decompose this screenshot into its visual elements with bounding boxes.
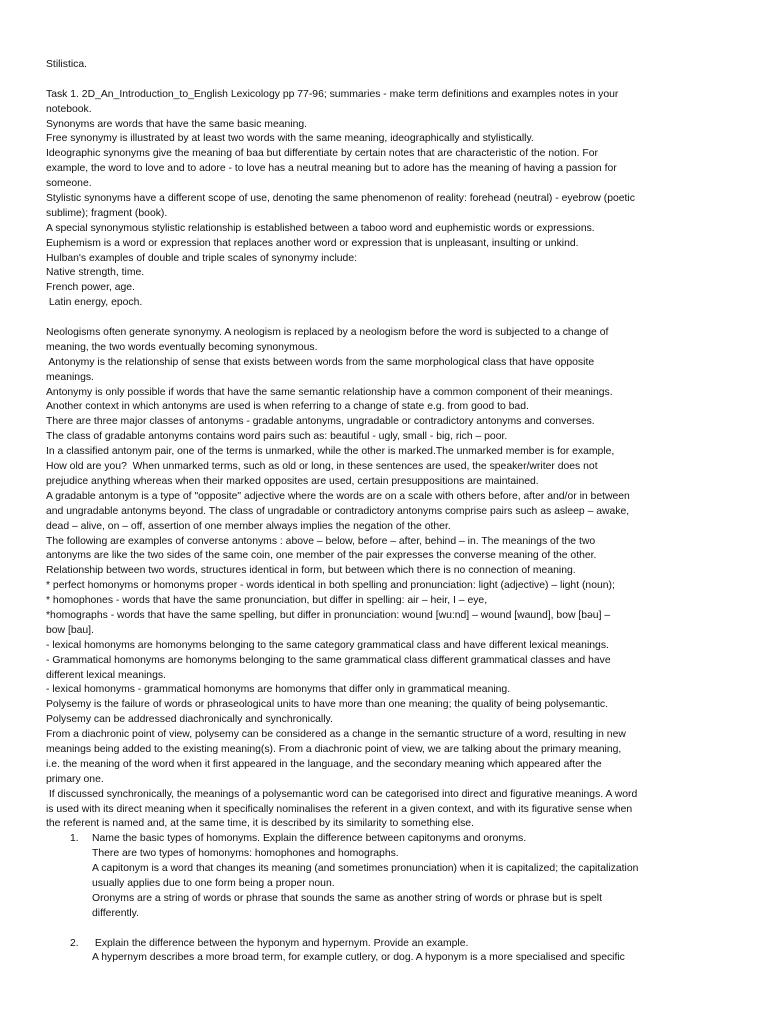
spacer	[46, 73, 718, 88]
text-line: Latin energy, epoch.	[46, 297, 143, 309]
text-line: If discussed synchronically, the meanings of a polysemantic word can be categorised into direct and figurative meanings. A word	[46, 788, 638, 800]
text-line: is used with its direct meaning when it specifically nominalises the referent in a given context, and with its figurative sense when	[46, 803, 633, 815]
text-line: Euphemism is a word or expression that replaces another word or expression that is unpleasant, insulting or unkind.	[46, 237, 579, 249]
question-2	[46, 937, 718, 967]
text-line: Antonymy is only possible if words that have the same semantic relationship have a common component of their meanings.	[46, 386, 613, 398]
question-number: 2.	[70, 937, 79, 949]
text-line: * homophones - words that have the same pronunciation, but differ in spelling: air – heir, I – eye,	[46, 595, 488, 607]
text-line: Neologisms often generate synonymy. A neologism is replaced by a neologism before the word is subjected to a change of	[46, 327, 609, 339]
text-line: antonyms are like the two sides of the same coin, one member of the pair expresses the converse meaning of the other.	[46, 550, 597, 562]
answer-line: There are two types of homonyms: homophones and homographs.	[92, 848, 399, 860]
text-line: meanings.	[46, 371, 94, 383]
answer-line: Oronyms are a string of words or phrase that sounds the same as another string of words or phrase but is spelt	[92, 892, 602, 904]
answer-line: A hypernym describes a more broad term, for example cutlery, or dog. A hyponym is a more specialised and specific	[92, 952, 625, 964]
text-line: A special synonymous stylistic relationship is established between a taboo word and euphemistic words or expressions.	[46, 222, 595, 234]
main-section	[46, 326, 718, 832]
text-line: Antonymy is the relationship of sense that exists between words from the same morphological class that have opposite	[46, 356, 595, 368]
text-line: i.e. the meaning of the word when it first appeared in the language, and the secondary meaning which appeared after the	[46, 758, 602, 770]
text-line: - lexical homonyms - grammatical homonyms are homonyms that differ only in grammatical meaning.	[46, 684, 511, 696]
answer-line: usually applies due to one form being a proper noun.	[92, 877, 335, 889]
question-1	[46, 832, 718, 921]
document-body	[46, 58, 718, 966]
text-line: Task 1. 2D_An_Introduction_to_English Lexicology pp 77-96; summaries - make term definitions and examples notes in your	[46, 88, 619, 100]
text-line: meanings being added to the existing meaning(s). From a diachronic point of view, we are talking about the primary meaning,	[46, 743, 622, 755]
text-line: A gradable antonym is a type of "opposite" adjective where the words are on a scale with others before, after and/or in between	[46, 490, 630, 502]
text-line: bow [bau].	[46, 624, 94, 636]
text-line: - Grammatical homonyms are homonyms belonging to the same grammatical class different grammatical classes and have	[46, 654, 611, 666]
text-line: Free synonymy is illustrated by at least two words with the same meaning, ideographically and stylistically.	[46, 133, 534, 145]
text-line: The class of gradable antonyms contains word pairs such as: beautiful - ugly, small - big, rich – poor.	[46, 431, 508, 443]
text-line: notebook.	[46, 103, 92, 115]
text-line: - lexical homonyms are homonyms belonging to the same category grammatical class and have different lexical meanings.	[46, 639, 609, 651]
spacer	[46, 311, 718, 326]
text-line: Synonyms are words that have the same basic meaning.	[46, 118, 308, 130]
text-line: meaning, the two words eventually becoming synonymous.	[46, 341, 318, 353]
text-line: There are three major classes of antonyms - gradable antonyms, ungradable or contradictory antonyms and converses.	[46, 416, 595, 428]
task-section	[46, 88, 718, 311]
text-line: example, the word to love and to adore - to love has a neutral meaning but to adore has the meaning of having a passion for	[46, 163, 617, 175]
text-line: Native strength, time.	[46, 267, 145, 279]
text-line: * perfect homonyms or homonyms proper - words identical in both spelling and pronunciation: light (adjective) – light (noun);	[46, 580, 615, 592]
text-line: prejudice anything whereas when their marked opposites are used, certain presuppositions are maintained.	[46, 475, 539, 487]
spacer	[46, 922, 718, 937]
text-line: different lexical meanings.	[46, 669, 166, 681]
text-line: the referent is named and, at the same time, it is described by its similarity to something else.	[46, 818, 474, 830]
question-number: 1.	[70, 833, 79, 845]
text-line: primary one.	[46, 773, 104, 785]
text-line: someone.	[46, 178, 92, 190]
text-line: Stylistic synonyms have a different scope of use, denoting the same phenomenon of reality: forehead (neutral) - eyebrow (poetic	[46, 193, 635, 205]
text-line: How old are you? When unmarked terms, such as old or long, in these sentences are used, the speaker/writer does not	[46, 461, 598, 473]
text-line: Polysemy can be addressed diachronically and synchronically.	[46, 714, 333, 726]
answer-line: A capitonym is a word that changes its meaning (and sometimes pronunciation) when it is capitalized; the capitalization	[92, 863, 639, 875]
answer-line: differently.	[92, 907, 139, 919]
text-line: From a diachronic point of view, polysemy can be considered as a change in the semantic structure of a word, resulting in new	[46, 729, 626, 741]
text-line: sublime); fragment (book).	[46, 207, 168, 219]
text-line: and ungradable antonyms beyond. The class of ungradable or contradictory antonyms comprise pairs such as asleep – awake,	[46, 505, 630, 517]
document-title: Stilistica.	[46, 59, 87, 70]
text-line: Hulban's examples of double and triple scales of synonymy include:	[46, 252, 357, 264]
question-text: Name the basic types of homonyms. Explain the difference between capitonyms and oronyms.	[92, 833, 527, 845]
text-line: Polysemy is the failure of words or phraseological units to have more than one meaning; the quality of being polysemantic.	[46, 699, 608, 711]
text-line: Another context in which antonyms are used is when referring to a change of state e.g. from good to bad.	[46, 401, 529, 413]
text-line: In a classified antonym pair, one of the terms is unmarked, while the other is marked.The unmarked member is for example,	[46, 446, 615, 458]
text-line: dead – alive, on – off, assertion of one member always implies the negation of the other.	[46, 520, 451, 532]
text-line: Ideographic synonyms give the meaning of baa but differentiate by certain notes that are characteristic of the notion. For	[46, 148, 598, 160]
question-text: Explain the difference between the hyponym and hypernym. Provide an example.	[92, 937, 469, 949]
text-line: *homographs - words that have the same spelling, but differ in pronunciation: wound [wu:nd] – wound [waund], bow [bǝu] –	[46, 609, 611, 621]
text-line: French power, age.	[46, 282, 135, 294]
text-line: The following are examples of converse antonyms : above – below, before – after, behind – in. The meanings of the two	[46, 535, 596, 547]
text-line: Relationship between two words, structures identical in form, but between which there is no connection of meaning.	[46, 565, 576, 577]
